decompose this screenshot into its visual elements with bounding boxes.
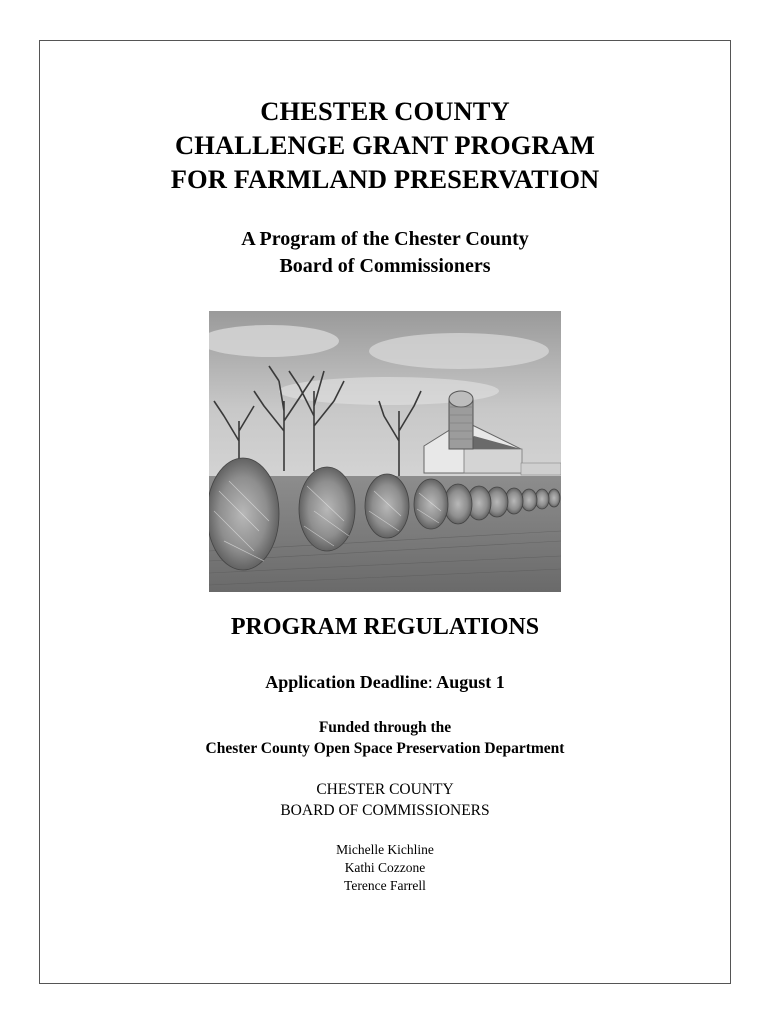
deadline-label: Application Deadline [265, 672, 428, 692]
deadline-value: August 1 [432, 672, 505, 692]
funding-note [0, 717, 770, 759]
application-deadline [0, 671, 770, 693]
subtitle-line-2: Board of Commissioners [279, 255, 491, 277]
section-heading: PROGRAM REGULATIONS [230, 614, 540, 640]
commissioner-name: Michelle Kichline [336, 842, 434, 857]
funded-line-2: Chester County Open Space Preservation Department [205, 740, 565, 757]
board-line-2: BOARD OF COMMISSIONERS [280, 802, 490, 819]
funded-line-1: Funded through the [318, 719, 452, 736]
document-subtitle [0, 226, 770, 280]
title-line-1: CHESTER COUNTY [260, 96, 510, 126]
commissioner-name: Kathi Cozzone [344, 860, 426, 875]
title-line-2: CHALLENGE GRANT PROGRAM [175, 130, 595, 160]
document-title [0, 94, 770, 196]
board-heading [0, 779, 770, 821]
title-line-3: FOR FARMLAND PRESERVATION [170, 164, 600, 194]
commissioner-list [0, 841, 770, 895]
board-line-1: CHESTER COUNTY [316, 781, 454, 798]
farm-photo [209, 311, 561, 592]
subtitle-line-1: A Program of the Chester County [241, 228, 529, 250]
commissioner-name: Terence Farrell [344, 878, 426, 893]
deadline-separator: : [427, 672, 433, 692]
